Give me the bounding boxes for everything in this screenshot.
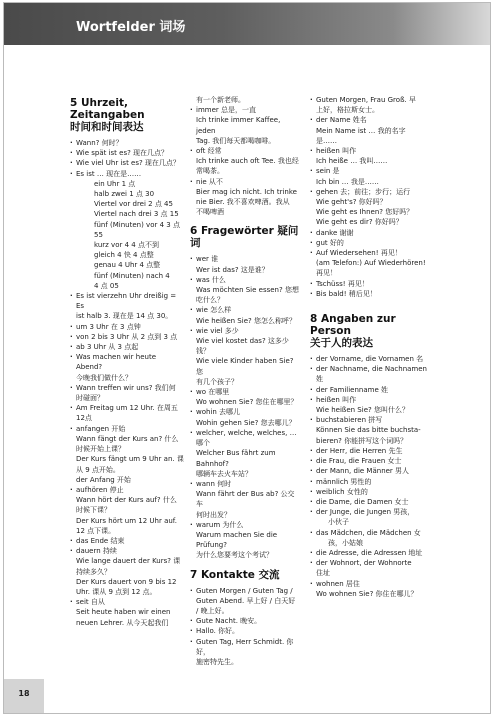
entry-line: · Hallo. 你好。 (190, 626, 300, 636)
entry-line: Welcher Bus fährt zum Bahnhof? (196, 449, 276, 468)
entry-line: ein Uhr 1 点 (94, 179, 136, 188)
entry-line: kurz vor 4 4 点不到 (94, 241, 159, 250)
entry-line: 持续多久？ (76, 567, 111, 576)
entry-line: · Es ist … 现在是…… (70, 169, 184, 179)
entry-line: Wie geht es Ihnen? 您好吗？ (316, 208, 414, 217)
entry-line: · immer 总是，一直 (190, 105, 300, 115)
entry-line: · die Dame, die Damen 女士 (310, 497, 428, 507)
entry-line: · die Adresse, die Adressen 地址 (310, 548, 428, 558)
book-page (3, 2, 491, 714)
entry-line: · der Mann, die Männer 男人 (310, 466, 428, 476)
entry-line: 有几个孩子？ (196, 377, 238, 386)
entry-line: Bier mag ich nicht. Ich trinke (196, 187, 297, 196)
entry-line: · Tschüss! 再见！ (310, 279, 428, 289)
entry-line: Wohin gehen Sie? 您去哪儿？ (196, 418, 296, 427)
entry-line: Wie heißen Sie? 您怎么称呼？ (196, 316, 296, 325)
entry-line: 住址 (316, 569, 330, 578)
entry-line: 有一个新老师。 (196, 96, 245, 104)
entry-line: Seit heute haben wir einen (76, 608, 171, 617)
entry-line: 常喝茶。 (196, 167, 224, 176)
entry-line: · danke 谢谢 (310, 228, 428, 238)
entry-line: Wo wohnen Sie? 你住在哪儿？ (316, 589, 418, 598)
section-title-8: 8 Angaben zur Person 关于人的表达 (310, 313, 396, 350)
entry-line: · wie viel 多少 (190, 326, 300, 336)
entry-line: · oft 经常 (190, 146, 300, 156)
entry-line: · aufhören 停止 (70, 485, 184, 495)
entry-line: · gut 好的 (310, 238, 428, 248)
entry-line: genau 4 Uhr 4 点整 (94, 261, 161, 270)
entry-line: · um 3 Uhr 在 3 点钟 (70, 322, 184, 332)
entry-line: Viertel vor drei 2 点 45 (94, 200, 173, 209)
entry-line: Was möchten Sie essen? 您想 (196, 286, 299, 295)
entry-line: 施密特先生。 (196, 657, 238, 666)
entry-line: · wer 谁 (190, 254, 300, 264)
entry-line: · Wie viel Uhr ist es? 现在几点？ (70, 158, 184, 168)
entry-line: · Am Freitag um 12 Uhr. 在周五 (70, 403, 184, 413)
column-1 (70, 95, 184, 628)
entry-line: Viertel nach drei 3 点 15 (94, 210, 179, 219)
entry-line: · weiblich 女性的 (310, 487, 428, 497)
entry-line: · wo 在哪里 (190, 387, 300, 397)
entry-line: Wie lange dauert der Kurs? 课 (76, 557, 181, 566)
entry-line: 哪辆车去火车站？ (196, 469, 252, 478)
section-7-continued (310, 95, 428, 299)
entry-line: 是…… (316, 136, 337, 145)
entry-line: · Wann? 何时？ (70, 138, 184, 148)
entry-line: 小伙子 (328, 518, 349, 527)
entry-line: Mein Name ist … 我的名字 (316, 126, 406, 135)
entry-line: Ich trinke auch oft Tee. 我也经 (196, 157, 299, 166)
entry-line: · gehen 去；前往；步行；运行 (310, 187, 428, 197)
entry-line: 再见！ (316, 269, 337, 278)
entry-line: 今晚我们做什么？ (76, 373, 132, 382)
entry-line: · heißen 叫作 (310, 146, 428, 156)
section-title-6: 6 Fragewörter 疑问词 (190, 225, 299, 250)
entry-line: · ab 3 Uhr 从 3 点起 (70, 342, 184, 352)
entry-line: ist halb 3. 现在是 14 点 30。 (76, 312, 173, 321)
entry-line: · Guten Morgen, Frau Groß. 早 (310, 95, 428, 105)
entry-line: · der Herr, die Herren 先生 (310, 446, 428, 456)
entry-line: · anfangen 开始 (70, 424, 184, 434)
entry-line: Warum machen Sie die Prüfung? (196, 530, 278, 550)
entry-line: 从 9 点开始。 (76, 465, 120, 474)
entry-line: fünf (Minuten) vor 4 3 点 55 (94, 220, 180, 239)
entry-line: · welcher, welche, welches, … (190, 428, 300, 438)
entry-line: · die Frau, die Frauen 女士 (310, 456, 428, 466)
entry-line: · Wie spät ist es? 现在几点？ (70, 148, 184, 158)
entry-line: 为什么您要考这个考试？ (196, 551, 273, 560)
entry-line: · dauern 持续 (70, 546, 184, 556)
entry-line: · heißen 叫作 (310, 395, 428, 405)
entry-line: Guten Abend. 早上好 / 白天好 (196, 596, 296, 605)
entry-line: · der Nachname, die Nachnamen (310, 364, 428, 374)
entry-line: Ich trinke immer Kaffee, jeden (196, 116, 281, 135)
entry-line: · der Wohnort, der Wohnorte (310, 558, 428, 568)
entry-line: 孩，小姑娘 (328, 538, 363, 547)
entry-line: 何时出发？ (196, 510, 231, 519)
entry-line: · Was machen wir heute Abend? (70, 352, 184, 372)
entry-line: · wie 怎么样 (190, 305, 300, 315)
header-title: Wortfelder 词场 (76, 20, 186, 35)
section-title-7: 7 Kontakte 交流 (190, 568, 280, 581)
entry-line: · nie 从不 (190, 177, 300, 187)
section-8-entries (310, 354, 428, 599)
entry-line: · männlich 男性的 (310, 477, 428, 487)
entry-line: gleich 4 快 4 点整 (94, 251, 154, 260)
entry-line: · das Ende 结束 (70, 536, 184, 546)
entry-line: Wo wohnen Sie? 您住在哪里？ (196, 398, 298, 407)
entry-line: Ich heiße … 我叫…… (316, 157, 388, 166)
entry-line: · wohin 去哪儿 (190, 407, 300, 417)
section-5-entries (70, 138, 184, 628)
entry-line: 时候下课？ (76, 506, 111, 515)
section-7-entries (190, 586, 300, 668)
entry-line: 不喝啤酒 (196, 208, 224, 217)
entry-line: Wann fängt der Kurs an? 什么 (76, 434, 179, 443)
entry-line: Wie geht's? 你好吗？ (316, 198, 387, 207)
entry-line: Der Kurs dauert von 9 bis 12 (76, 577, 177, 586)
entry-line: · wohnen 居住 (310, 579, 428, 589)
entry-line: Der Kurs fängt um 9 Uhr an. 课 (76, 455, 184, 464)
entry-line: Ich bin … 我是…… (316, 177, 379, 186)
entry-line: Wie viele Kinder haben Sie? 您 (196, 357, 294, 376)
entry-line: · buchstabieren 拼写 (310, 415, 428, 425)
entry-line: 时碰面？ (76, 394, 104, 403)
entry-line: fünf (Minuten) nach 4 (94, 271, 170, 280)
entry-line: 哪个 (196, 439, 210, 448)
section-5-continued (190, 95, 300, 217)
section-title-5: 5 Uhrzeit, Zeitangaben 时间和时间表达 (70, 97, 145, 133)
entry-line: / 晚上好。 (196, 606, 229, 615)
column-2 (190, 95, 300, 667)
entry-line: · seit 自从 (70, 597, 184, 607)
entry-line: · der Junge, die Jungen 男孩， (310, 507, 428, 517)
entry-line: · Bis bald! 稍后见！ (310, 289, 428, 299)
entry-line: · sein 是 (310, 166, 428, 176)
entry-line: · Guten Tag, Herr Schmidt. 你好， (190, 637, 300, 657)
entry-line: · der Familienname 姓 (310, 385, 428, 395)
entry-line: bieren? 你能拼写这个词吗？ (316, 436, 408, 445)
entry-line: Uhr. 课从 9 点到 12 点。 (76, 587, 157, 596)
entry-line: der Anfang 开始 (76, 475, 131, 484)
entry-line: 时候开始上课？ (76, 445, 125, 454)
column-3 (310, 95, 428, 599)
entry-line: · Gute Nacht. 晚安。 (190, 616, 300, 626)
entry-line: · was 什么 (190, 275, 300, 285)
entry-line: Wie geht es dir? 你好吗？ (316, 218, 403, 227)
entry-line: 上好，格拉斯女士。 (316, 106, 379, 115)
entry-line: halb zwei 1 点 30 (94, 190, 155, 199)
entry-line: · warum 为什么 (190, 520, 300, 530)
entry-line: nie Bier. 我不喜欢啤酒。我从 (196, 198, 290, 207)
entry-line: Wann hört der Kurs auf? 什么 (76, 496, 177, 505)
entry-line: 12 点下课。 (76, 526, 116, 535)
entry-line: · das Mädchen, die Mädchen 女 (310, 528, 428, 538)
entry-line: 12点 (76, 414, 92, 423)
entry-line: · der Name 姓名 (310, 115, 428, 125)
entry-line: Tag. 我们每天都喝咖啡。 (196, 136, 276, 145)
entry-line: · Guten Morgen / Guten Tag / (190, 586, 300, 596)
entry-line: neuen Lehrer. 从今天起我们 (76, 618, 169, 627)
entry-line: Wann fährt der Bus ab? 公交车 (196, 490, 295, 509)
entry-line: 吃什么？ (196, 296, 224, 305)
entry-line: · Auf Wiedersehen! 再见！ (310, 248, 428, 258)
page-footer (4, 679, 44, 714)
entry-line: · wann 何时 (190, 479, 300, 489)
entry-line: · Wann treffen wir uns? 我们何 (70, 383, 184, 393)
entry-line: Können Sie das bitte buchsta- (316, 426, 421, 435)
entry-line: · Es ist vierzehn Uhr dreißig = Es (70, 291, 184, 311)
entry-line: 4 点 05 (94, 281, 119, 290)
page-number: 18 (18, 689, 30, 698)
entry-line: · von 2 bis 3 Uhr 从 2 点到 3 点 (70, 332, 184, 342)
entry-line: Wer ist das? 这是谁？ (196, 265, 269, 274)
section-6-entries (190, 254, 300, 560)
entry-line: 姓 (316, 375, 323, 384)
entry-line: Der Kurs hört um 12 Uhr auf. (76, 516, 177, 525)
entry-line: (am Telefon:) Auf Wiederhören! (316, 259, 426, 268)
entry-line: · der Vorname, die Vornamen 名 (310, 354, 428, 364)
page-header (4, 3, 490, 45)
entry-line: Wie heißen Sie? 您叫什么？ (316, 406, 409, 415)
entry-line: Wie viel kostet das? 这多少钱？ (196, 337, 289, 356)
